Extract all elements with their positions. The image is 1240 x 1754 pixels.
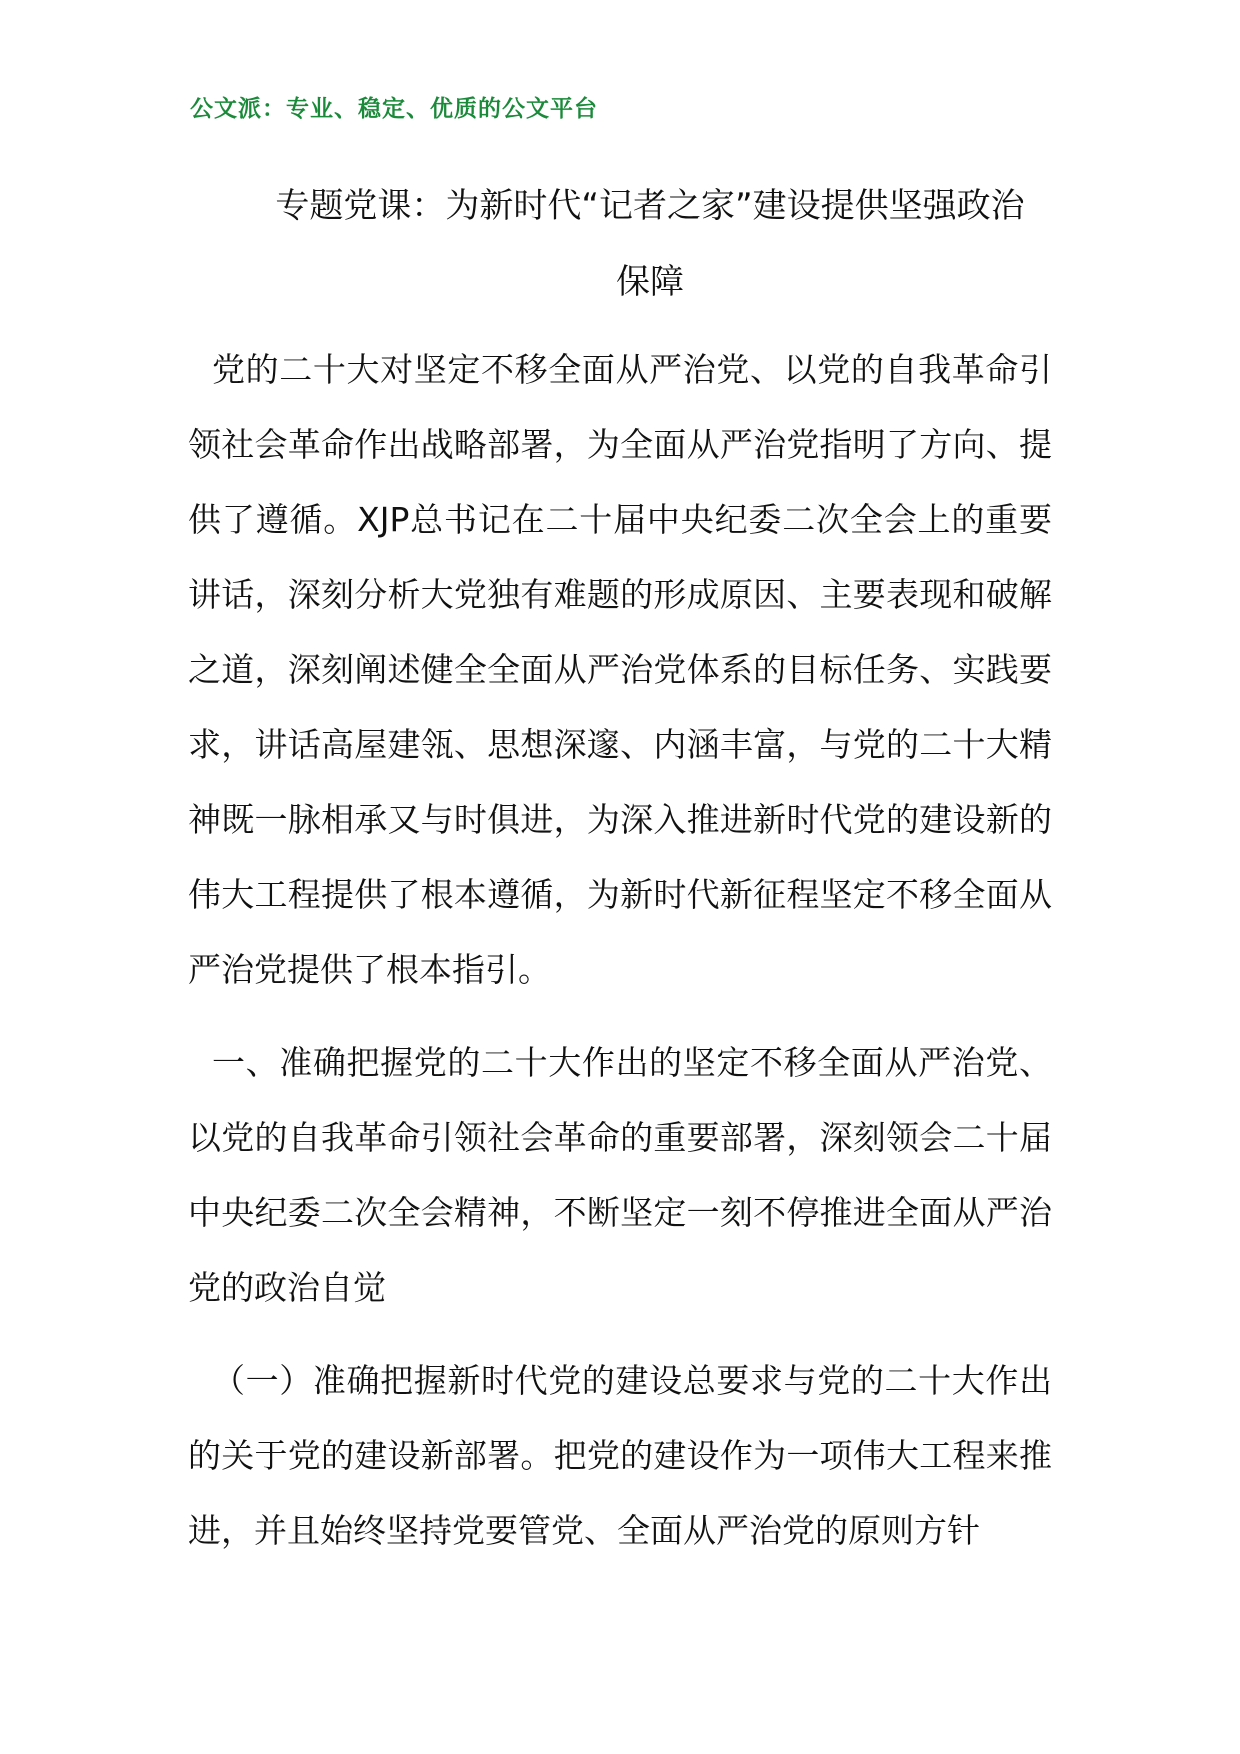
document-title-line-2: 保障 [616, 262, 684, 302]
intro-paragraph: 党的二十大对坚定不移全面从严治党、以党的自我革命引领社会革命作出战略部署，为全面从严治党指明了方向、提供了遵循。XJP总书记在二十届中央纪委二次全会上的重要讲话，深刻分析大党独有难题的形成原因、主要表现和破解之道，深刻阐述健全全面从严治党体系的目标任务、实践要求，讲话高屋建瓴、思想深邃、内涵丰富，与党的二十大精神既一脉相承又与时俱进，为深入推进新时代党的建设新的伟大工程提供了根本遵循，为新时代新征程坚定不移全面从严治党提供了根本指引。 [188, 350, 1052, 989]
document-title-line-1: 专题党课：为新时代“记者之家”建设提供坚强政治 [275, 186, 1025, 226]
header-brand-line: 公文派：专业、稳定、优质的公文平台 [190, 96, 598, 122]
document-body [188, 332, 1052, 1568]
subsection-paragraph-1: （一）准确把握新时代党的建设总要求与党的二十大作出的关于党的建设新部署。把党的建设作为一项伟大工程来推进，并且始终坚持党要管党、全面从严治党的原则方针 [188, 1361, 1052, 1550]
section-heading-1: 一、准确把握党的二十大作出的坚定不移全面从严治党、以党的自我革命引领社会革命的重要部署，深刻领会二十届中央纪委二次全会精神，不断坚定一刻不停推进全面从严治党的政治自觉 [188, 1043, 1052, 1307]
document-title [200, 168, 1100, 320]
